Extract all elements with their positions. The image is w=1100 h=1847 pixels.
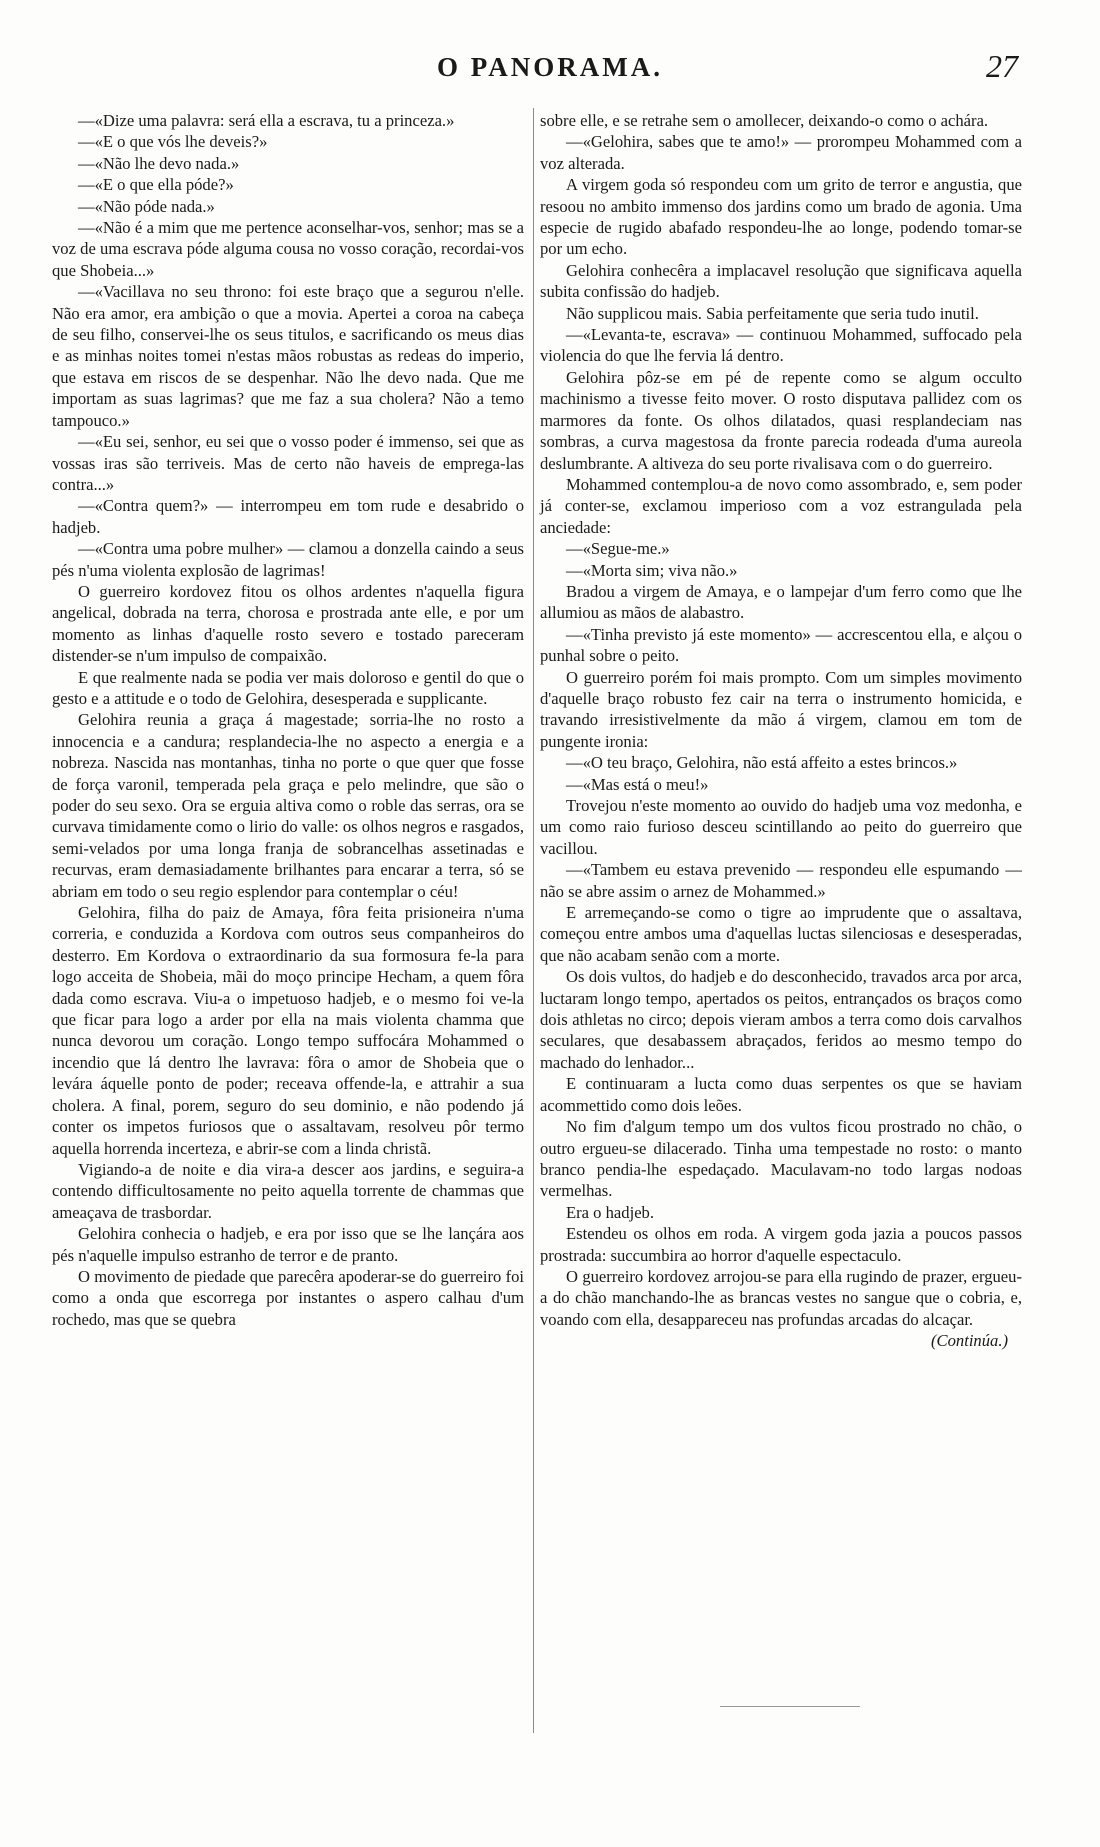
paragraph: —«Vacillava no seu throno: foi este braço que a segurou n'elle. Não era amor, era ambição o que a movia. Apertei a coroa na cabeça de seu filho, conservei-lhe os seus titulos, e sacrificando os meus dias e as minhas noites tomei n'estas mãos robustas as redeas do imperio, que estava em riscos de se despenhar. Não lhe devo nada. Que me importam as suas lagrimas? que me faz a sua cholera? Não a temo tampouco.» xyxy=(52,282,524,430)
paragraph: Bradou a virgem de Amaya, e o lampejar d'um ferro como que lhe allumiou as mãos de alabastro. xyxy=(540,581,1022,623)
page-header xyxy=(0,48,1100,92)
paragraph: O guerreiro porém foi mais prompto. Com um simples movimento d'aquelle braço robusto fez cair na terra o instrumento homicida, e travando irresistivelmente da mão á virgem, clamou em tom de pungente ironia: xyxy=(540,667,1022,751)
paragraph: Gelohira pôz-se em pé de repente como se algum occulto machinismo a tivesse feito mover. O rosto disputava pallidez com os marmores da fonte. Os olhos dilatados, quasi resplandeciam nas sombras, a curva magestosa da fronte parecia rodeada d'uma aureola deslumbrante. A altiveza do seu porte rivalisava com o do guerreiro. xyxy=(540,367,1022,473)
paragraph: —«Eu sei, senhor, eu sei que o vosso poder é immenso, sei que as vossas iras são terriveis. Mas de certo não haveis de emprega-las contra...» xyxy=(52,432,524,494)
paragraph: Vigiando-a de noite e dia vira-a descer aos jardins, e seguira-a contendo difficultosamente no peito aquella torrente de chammas que ameaçava de trasbordar. xyxy=(52,1159,524,1222)
paragraph: Trovejou n'este momento ao ouvido do hadjeb uma voz medonha, e um como raio furioso desceu scintillando ao peito do guerreiro que vacillou. xyxy=(540,796,1022,858)
paragraph: —«Segue-me.» xyxy=(566,539,670,559)
paragraph: —«Tambem eu estava prevenido — respondeu elle espumando — não se abre assim o arnez de Mohammed.» xyxy=(540,860,1022,901)
paragraph: E arremeçando-se como o tigre ao imprudente que o assaltava, começou entre ambos uma d'aquellas luctas silenciosas e desesperadas, que não acabam senão com a morte. xyxy=(540,903,1022,965)
paragraph: Gelohira reunia a graça á magestade; sorria-lhe no rosto a innocencia e a candura; resplandecia-lhe no aspecto a energia e a nobreza. Nascida nas montanhas, tinha no porte o que quer que fosse de força varonil, temperada pela graça e pelo melindre, que são o poder do seu sexo. Ora se erguia altiva como o roble das serras, ora se curvava timidamente como o lirio do valle: os olhos negros e rasgados, semi-velados por uma longa franja de sobrancelhas assetinadas e recurvas, eram demasiadamente brilhantes para encarar a terra, só se abriam em todo o seu regio esplendor para contemplar o céu! xyxy=(52,710,524,901)
paragraph: —«E o que ella póde?» xyxy=(78,175,234,195)
paragraph: —«Contra quem?» — interrompeu em tom rude e desabrido o hadjeb. xyxy=(52,496,524,537)
paragraph: —«E o que vós lhe deveis?» xyxy=(78,132,268,152)
paragraph: Gelohira conhecêra a implacavel resolução que significava aquella subita confissão do hadjeb. xyxy=(540,260,1022,302)
paragraph: E que realmente nada se podia ver mais doloroso e gentil do que o gesto e a attitude e o todo de Gelohira, desesperada e supplicante. xyxy=(52,667,524,708)
paragraph: —«O teu braço, Gelohira, não está affeito a estes brincos.» xyxy=(566,753,958,773)
paragraph: E continuaram a lucta como duas serpentes os que se haviam acommettido como dois leões. xyxy=(540,1074,1022,1115)
paragraph: Não supplicou mais. Sabia perfeitamente que seria tudo inutil. xyxy=(566,303,979,323)
paragraph: O guerreiro kordovez fitou os olhos ardentes n'aquella figura angelical, dobrada na terra, chorosa e prostrada ante elle, e por um momento as linhas d'aquelle rosto severo e tostado pareceram distender-se n'um impulso de compaixão. xyxy=(52,581,524,666)
paragraph: —«Levanta-te, escrava» — continuou Mohammed, suffocado pela violencia do que lhe fervia lá dentro. xyxy=(540,325,1022,366)
masthead-title: O PANORAMA. xyxy=(437,52,663,82)
end-rule xyxy=(720,1706,860,1707)
paragraph: —«Não póde nada.» xyxy=(78,196,215,216)
paragraph: —«Contra uma pobre mulher» — clamou a donzella caindo a seus pés n'uma violenta explosão de lagrimas! xyxy=(52,539,524,580)
continua-note: (Continúa.) xyxy=(931,1331,1008,1351)
paragraph: Os dois vultos, do hadjeb e do desconhecido, travados arca por arca, luctaram longo tempo, apertados os peitos, entrançados os braços como dois athletas no circo; depois vieram ambos a terra como dois carvalhos seculares, que desabassem abraçados, feridos ao mesmo tempo do machado do lenhador... xyxy=(540,967,1022,1072)
paragraph: —«Tinha previsto já este momento» — accrescentou ella, e alçou o punhal sobre o peito. xyxy=(540,624,1022,666)
paragraph: Estendeu os olhos em roda. A virgem goda jazia a poucos passos prostrada: succumbira ao horror d'aquelle espectaculo. xyxy=(540,1224,1022,1265)
column-divider xyxy=(533,108,534,1733)
paragraph: —«Não é a mim que me pertence aconselhar-vos, senhor; mas se a voz de uma escrava póde alguma cousa no vosso coração, recordai-vos que Shobeia...» xyxy=(52,218,524,280)
paragraph: Gelohira conhecia o hadjeb, e era por isso que se lhe lançára aos pés n'aquelle impulso estranho de terror e de pranto. xyxy=(52,1224,524,1265)
paragraph: —«Morta sim; viva não.» xyxy=(566,560,738,580)
paragraph: Gelohira, filha do paiz de Amaya, fôra feita prisioneira n'uma correria, e conduzida a Kordova com outros seus companheiros do desterro. Em Kordova o extraordinario da sua formosura fe-la para logo acceita de Shobeia, mãi do moço principe Hecham, a quem fôra dada como escrava. Viu-a o impetuoso hadjeb, e o mesmo foi ve-la que ficar para logo a arder por ella na mais violenta chamma que nunca devorou um coração. Longo tempo suffocára Mohammed o incendio que lá dentro lhe lavrava: fôra o amor de Shobeia que o levára áquelle ponto de poder; receava offende-la, e attrahir a sua cholera. A final, porem, seguro do seu dominio, e não podendo já conter os impetos furiosos que o assaltavam, resolveu pôr termo aquella horrenda incerteza, e abrir-se com a linda christã. xyxy=(52,903,524,1158)
paragraph: O guerreiro kordovez arrojou-se para ella rugindo de prazer, ergueu-a do chão manchando-lhe as brancas vestes no sangue que o cobria, e, voando com ella, desappareceu nas profundas arcadas do alcaçar. xyxy=(540,1266,1022,1329)
paragraph: —«Mas está o meu!» xyxy=(566,774,709,794)
paragraph: —«Dize uma palavra: será ella a escrava, tu a princeza.» xyxy=(78,111,455,130)
right-column xyxy=(540,110,1022,1352)
left-column xyxy=(52,110,524,1330)
paragraph: —«Não lhe devo nada.» xyxy=(78,153,240,173)
paragraph: —«Gelohira, sabes que te amo!» — prorompeu Mohammed com a voz alterada. xyxy=(540,132,1022,173)
paragraph: A virgem goda só respondeu com um grito de terror e angustia, que resoou no ambito immenso dos jardins como um brado de agonia. Uma especie de rugido abafado respondeu-lhe ao longe, podendo tomar-se por um echo. xyxy=(540,175,1022,259)
paragraph: No fim d'algum tempo um dos vultos ficou prostrado no chão, o outro ergueu-se dilacerado. Tinha uma tempestade no rosto: o manto branco pendia-lhe espedaçado. Maculavam-no todo largas nodoas vermelhas. xyxy=(540,1117,1022,1201)
paragraph: Mohammed contemplou-a de novo como assombrado, e, sem poder já conter-se, exclamou imperioso com a voz estrangulada pela anciedade: xyxy=(540,474,1022,537)
paragraph: O movimento de piedade que parecêra apoderar-se do guerreiro foi como a onda que escorrega por instantes o aspero calhau d'um rochedo, mas que se quebra xyxy=(52,1266,524,1329)
paragraph: Era o hadjeb. xyxy=(566,1202,655,1222)
page-number: 27 xyxy=(986,48,1018,84)
paragraph: sobre elle, e se retrahe sem o amollecer, deixando-o como o achára. xyxy=(540,111,989,130)
